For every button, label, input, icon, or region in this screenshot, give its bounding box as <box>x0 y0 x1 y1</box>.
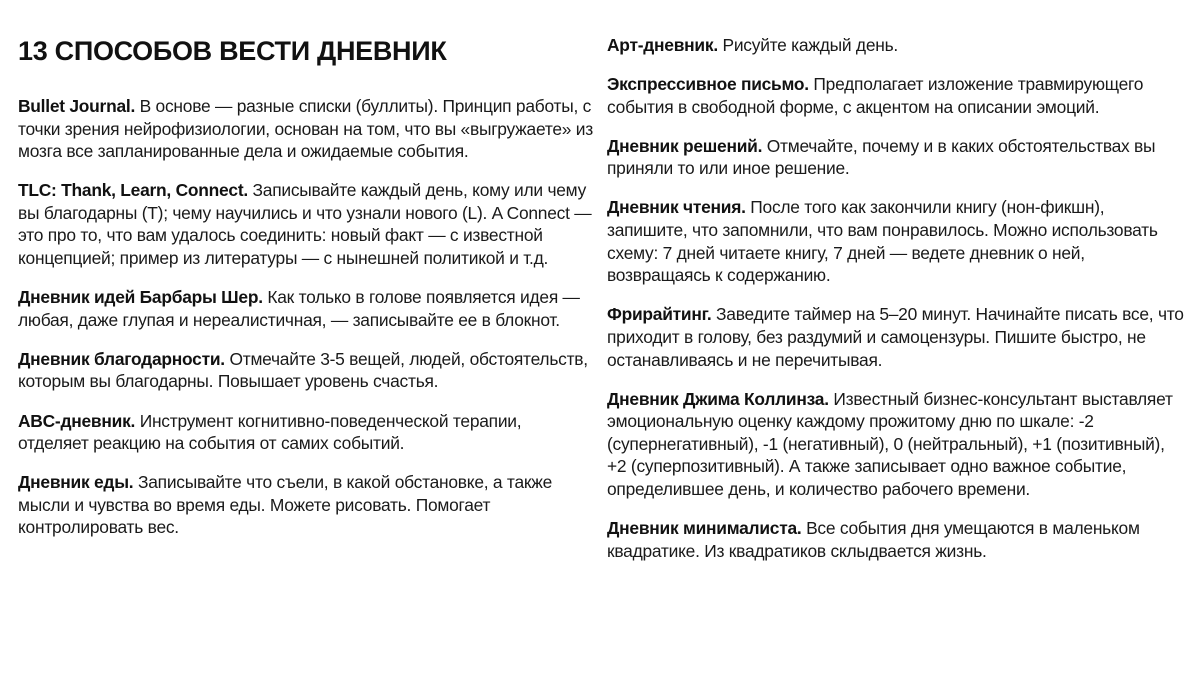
entry-text: Отмечайте, почему и в каких обстоятельствах вы приняли то или иное решение. <box>607 135 1156 179</box>
entry-text: Записывайте что съели, в какой обстановке, а также мысли и чувства во время еды. Можете рисовать. Помогает контролировать вес. <box>18 472 553 538</box>
entry-heading: Дневник идей Барбары Шер. <box>18 287 263 308</box>
entry-heading: Bullet Journal. <box>18 96 136 116</box>
entry-reading <box>607 196 1187 286</box>
entry-heading: Фрирайтинг. <box>607 304 712 325</box>
entry-text: В основе — разные списки (буллиты). Принцип работы, с точки зрения нейрофизиологии, основан на том, что вы «выгружаете» из мозга все запланированные дела и ожидаемые события. <box>18 96 593 162</box>
entry-text: Предполагает изложение травмирующего события в свободной форме, с акцентом на описании эмоций. <box>607 74 1144 117</box>
entry-heading: Дневник минималиста. <box>607 518 802 539</box>
entry-text: Отмечайте 3-5 вещей, людей, обстоятельств, которым вы благодарны. Повышает уровень счастья. <box>18 348 588 392</box>
entry-heading: Дневник еды. <box>18 472 134 493</box>
entry-heading: Дневник решений. <box>607 135 763 156</box>
entry-jim-collins <box>607 388 1187 501</box>
entry-heading: Дневник чтения. <box>607 197 746 218</box>
entry-text: Рисуйте каждый день. <box>717 35 898 55</box>
entry-heading: TLC: Thank, Learn, Connect. <box>18 180 248 201</box>
left-column <box>18 0 593 556</box>
entry-minimalist <box>607 517 1187 562</box>
entry-heading: Дневник благодарности. <box>18 348 225 369</box>
entry-text: Известный бизнес-консультант выставляет эмоциональную оценку каждому прожитому дню по шкале: -2 (супернегативный), -1 (негативный), 0 (нейтральный), +1 (позитивный), +2 (суперпозитивный). А также записывает одно важное событие, определившее день, и количество рабочего времени. <box>607 388 1173 499</box>
entry-freewriting <box>607 303 1187 371</box>
entry-expressive <box>607 73 1187 118</box>
entry-text: Заведите таймер на 5–20 минут. Начинайте писать все, что приходит в голову, без раздумий и самоцензуры. Пишите быстро, не останавливаясь и не перечитывая. <box>607 304 1184 370</box>
entry-text: Инструмент когнитивно-поведенческой терапии, отделяет реакцию на события от самих событий. <box>18 410 522 454</box>
entry-art <box>607 34 1187 57</box>
entry-tlc <box>18 179 593 269</box>
right-column <box>607 34 1187 579</box>
entry-gratitude <box>18 348 593 393</box>
entry-text: Записывайте каждый день, кому или чему вы благодарны (T); чему научились и что узнали нового (L). A Connect — это про то, что вам удалось соединить: новый факт — с известной концепцией; пример из литературы — с нынешней политикой и т.д. <box>18 180 592 269</box>
entry-food <box>18 471 593 539</box>
entry-heading: Арт-дневник. <box>607 35 718 55</box>
page-title: 13 СПОСОБОВ ВЕСТИ ДНЕВНИК <box>18 36 447 66</box>
entry-text: После того как закончили книгу (нон-фикшн), запишите, что запомнили, что вам понравилось. Можно использовать схему: 7 дней читаете книгу, 7 дней — ведете дневник о ней, возвращаясь к содержанию. <box>607 197 1158 286</box>
entry-text: Все события дня умещаются в маленьком квадратике. Из квадратиков склыдвается жизнь. <box>607 518 1140 561</box>
entry-text: Как только в голове появляется идея — любая, даже глупая и нереалистичная, — записывайте ее в блокнот. <box>18 287 580 330</box>
entry-heading: ABC-дневник. <box>18 410 136 431</box>
entry-bullet-journal <box>18 95 593 163</box>
entry-sher-ideas <box>18 286 593 331</box>
entry-abc <box>18 410 593 455</box>
entry-decisions <box>607 135 1187 180</box>
entry-heading: Дневник Джима Коллинза. <box>607 388 829 409</box>
entry-heading: Экспрессивное письмо. <box>607 74 809 95</box>
